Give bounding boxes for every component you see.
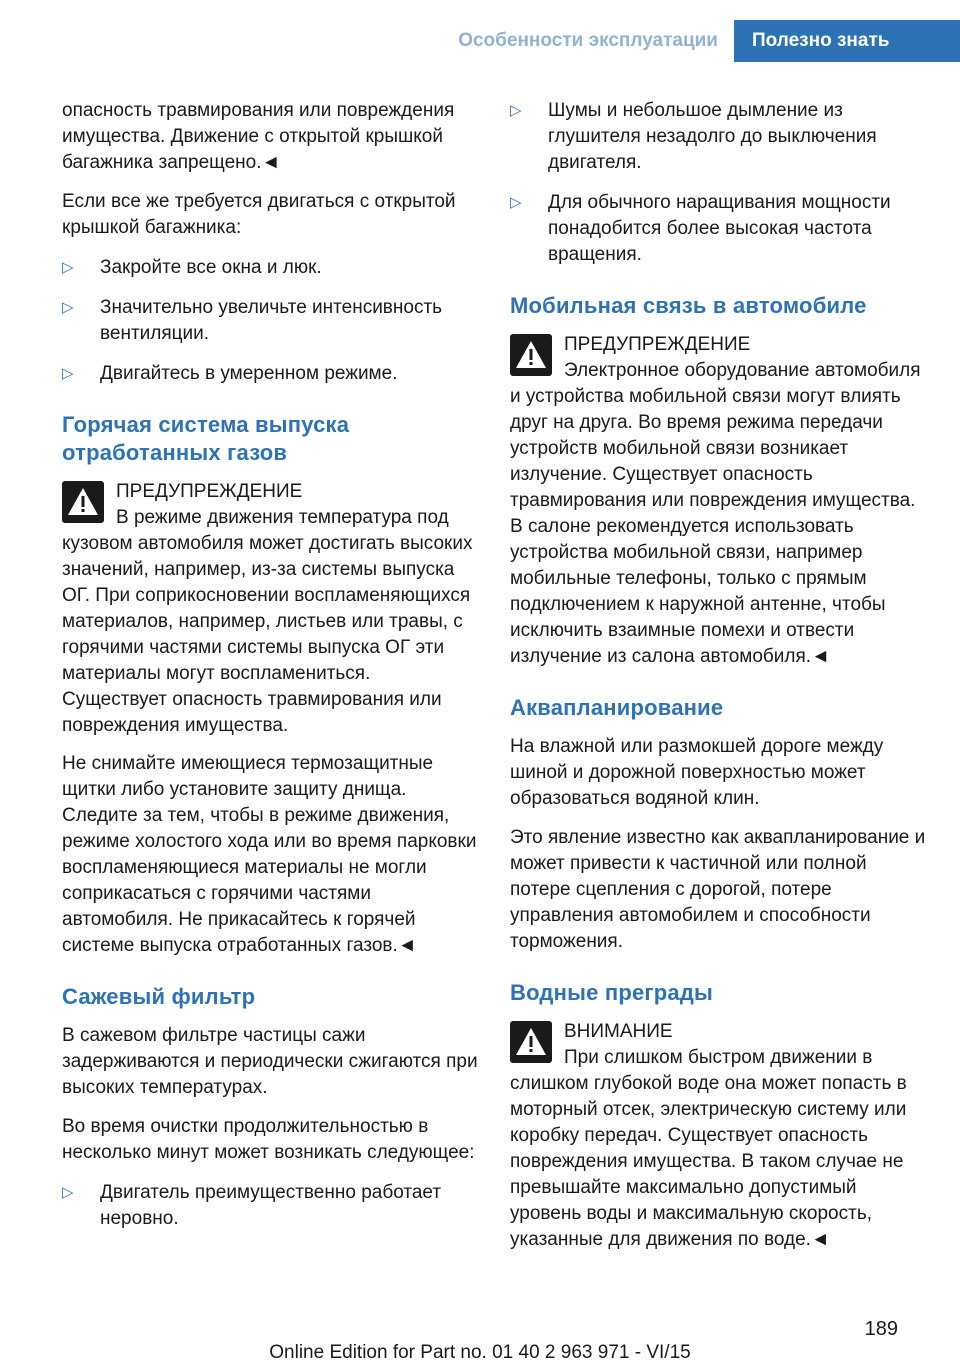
- paragraph: опасность травмирования или повреждения имущества. Движение с открытой крышкой багажника запрещено.◄: [62, 100, 455, 173]
- triangle-bullet-icon: ▷: [510, 102, 522, 119]
- bullet-list: [510, 98, 926, 268]
- active-section-tab[interactable]: Полезно знать: [734, 20, 960, 62]
- paragraph: В сажевом фильтре частицы сажи задерживаются и периодически сжигаются при высоких температурах.: [62, 1025, 478, 1098]
- warning-text: В режиме движения температура под кузовом автомобиля может достигать высоких значений, например, из-за системы выпуска ОГ. При соприкосновении воспламеняющихся материалов, например, листьев или травы, с горячими частями системы выпуска ОГ эти материалы могут воспламениться. Существует опасность травмирования или повреждения имущества.: [62, 507, 473, 736]
- triangle-bullet-icon: ▷: [62, 259, 74, 276]
- section-heading-aquaplaning: Аквапланирование: [510, 695, 724, 720]
- warning-icon: [62, 481, 104, 523]
- page-header: [0, 20, 960, 62]
- list-item: ▷ Значительно увеличьте интенсивность вентиляции.: [62, 297, 443, 344]
- triangle-bullet-icon: ▷: [62, 365, 74, 382]
- list-item: ▷ Двигайтесь в умеренном режиме.: [62, 361, 478, 387]
- section-tab[interactable]: Особенности эксплуатации: [458, 30, 718, 51]
- paragraph: Это явление известно как аквапланирование и может привести к частичной или полной потере сцепления с дорогой, потере управления автомобилем и способности торможения.: [510, 827, 926, 952]
- warning-icon: [510, 334, 552, 376]
- list-item: ▷ Для обычного наращивания мощности понадобится более высокая частота вращения.: [510, 192, 891, 265]
- left-column: [62, 98, 478, 1246]
- warning-label: ПРЕДУПРЕЖДЕНИЕ: [116, 481, 303, 502]
- list-item: ▷ Шумы и небольшое дымление из глушителя незадолго до выключения двигателя.: [510, 100, 877, 173]
- paragraph: Не снимайте имеющиеся термозащитные щитки либо установите защиту днища. Следите за тем, чтобы в режиме движения, режиме холостого хода или во время парковки воспламеняющиеся материалы не могли соприкасаться с горячими частями автомобиля. Не прикасайтесь к горячей системе выпуска отработанных газов.◄: [62, 753, 477, 956]
- warning-block: [510, 332, 926, 670]
- caution-text: При слишком быстром движении в слишком глубокой воде она может попасть в моторный отсек, электрическую систему или коробку передач. Существует опасность повреждения имущества. В таком случае не превышайте максимально допустимый уровень воды и максимальную скорость, указанные для движения по воде.◄: [510, 1047, 907, 1250]
- caution-label: ВНИМАНИЕ: [564, 1021, 673, 1042]
- section-heading-filter: Сажевый фильтр: [62, 984, 256, 1009]
- paragraph: Во время очистки продолжительностью в несколько минут может возникать следующее:: [62, 1116, 475, 1163]
- paragraph: На влажной или размокшей дороге между шиной и дорожной поверхностью может образоваться водяной клин.: [510, 736, 884, 809]
- warning-icon: [510, 1021, 552, 1063]
- list-item: ▷ Закройте все окна и люк.: [62, 255, 478, 281]
- triangle-bullet-icon: ▷: [62, 1184, 74, 1201]
- right-column: [510, 98, 926, 1265]
- paragraph: Если все же требуется двигаться с открытой крышкой багажника:: [62, 191, 456, 238]
- section-heading-mobile: Мобильная связь в автомобиле: [510, 293, 867, 318]
- triangle-bullet-icon: ▷: [62, 299, 74, 316]
- triangle-bullet-icon: ▷: [510, 194, 522, 211]
- edition-footer: Online Edition for Part no. 01 40 2 963 971 - VI/15: [269, 1342, 691, 1363]
- warning-label: ПРЕДУПРЕЖДЕНИЕ: [564, 334, 751, 355]
- page-number: 189: [864, 1318, 898, 1340]
- warning-block: [62, 479, 478, 739]
- bullet-list: [62, 255, 478, 387]
- section-heading-exhaust: Горячая система выпуска отработанных газов: [62, 412, 350, 465]
- warning-text: Электронное оборудование автомобиля и устройства мобильной связи могут влиять друг на друга. Во время режима передачи устройств мобильной связи возникает излучение. Существует опасность травмирования или повреждения имущества. В салоне рекомендуется использовать устройства мобильной связи, например мобильные телефоны, только с прямым подключением к наружной антенне, чтобы исключить взаимные помехи и отвести излучение из салона автомобиля.◄: [510, 360, 921, 667]
- list-item: ▷ Двигатель преимущественно работает неровно.: [62, 1182, 442, 1229]
- bullet-list: [62, 1180, 478, 1232]
- section-heading-water: Водные преграды: [510, 980, 713, 1005]
- caution-block: [510, 1019, 926, 1253]
